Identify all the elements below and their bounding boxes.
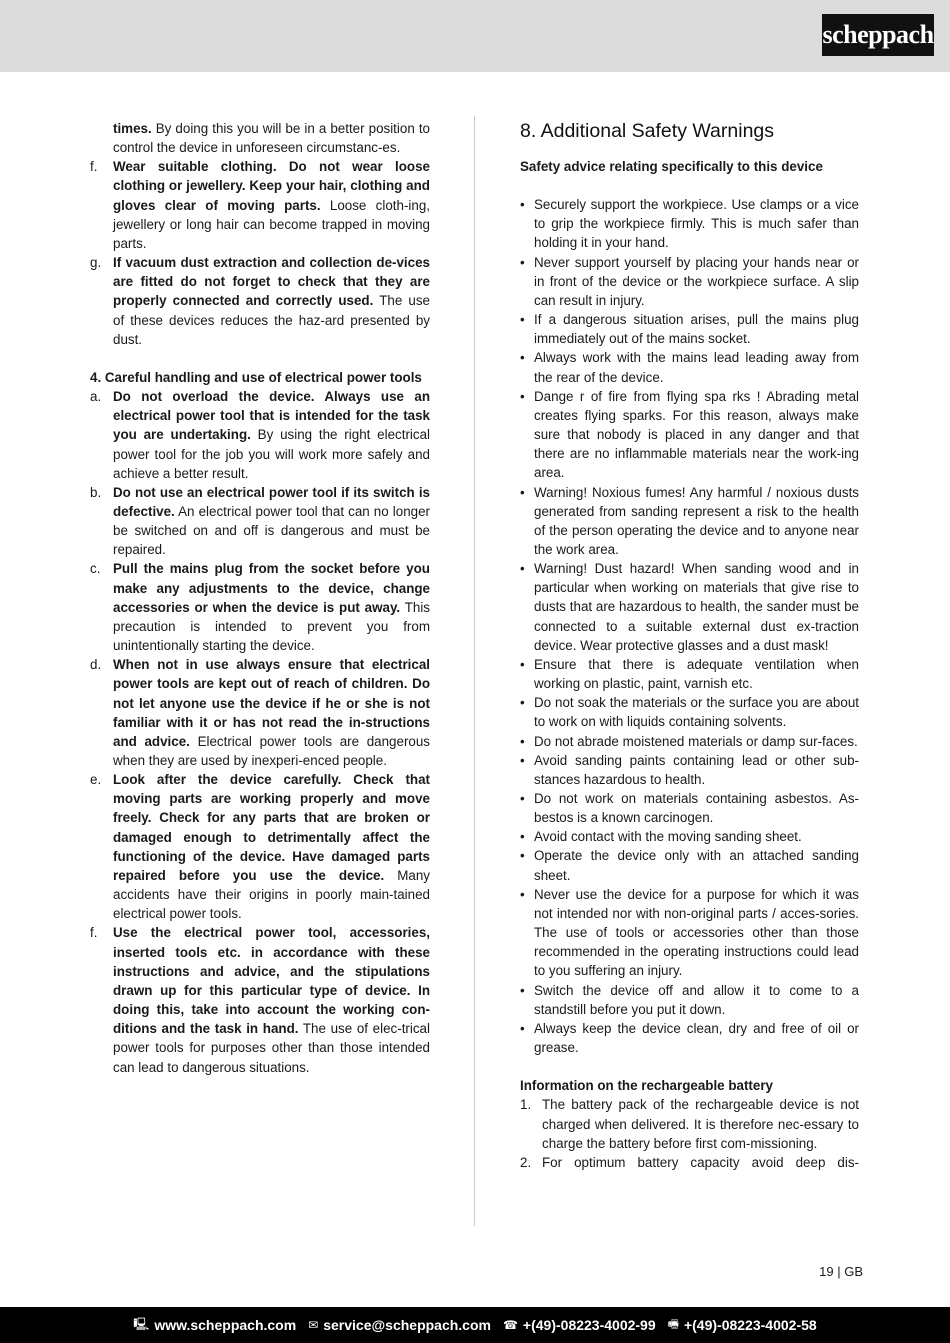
bullet-icon: • xyxy=(520,484,525,500)
mail-icon: ✉ xyxy=(308,1318,319,1332)
item-label: f. xyxy=(90,159,98,175)
computer-icon: 🖳 xyxy=(133,1316,150,1331)
item-text: The use of elec-trical power tools for purposes other than those intended can lead to dangerous situations. xyxy=(113,1021,430,1075)
bullet-icon: • xyxy=(520,350,525,366)
item-text: The use of these devices reduces the haz-ard presented by dust. xyxy=(113,293,430,347)
bullet-item xyxy=(520,310,859,348)
item-text: An electrical power tool that can no longer be switched on and off is dangerous and must be repaired. xyxy=(113,503,430,558)
bullet-icon: • xyxy=(520,656,525,672)
bullet-text: Avoid contact with the moving sanding sheet. xyxy=(534,829,802,845)
bullet-icon: • xyxy=(520,695,525,711)
item-text: The battery pack of the rechargeable device is not charged when delivered. It is therefore nec-essary to charge the battery before first com-missioning. xyxy=(542,1097,859,1151)
bullet-icon: • xyxy=(520,982,525,998)
section-8-heading: 8. Additional Safety Warnings xyxy=(520,120,775,142)
bullet-text: Warning! Noxious fumes! Any harmful / noxious dusts generated from sanding represent a risk to the health of the person operating the device and to anyone near the work area. xyxy=(534,484,859,557)
bullet-icon: • xyxy=(520,1020,525,1036)
battery-heading: Information on the rechargeable battery xyxy=(520,1078,773,1094)
bullet-text: Never support yourself by placing your hands near or in front of the device or the workpiece surface. A slip can result in injury. xyxy=(534,254,859,308)
footer-website[interactable] xyxy=(133,1315,296,1336)
column-divider xyxy=(474,116,475,1226)
item-bold: Do not overload the device. Always use an electrical power tool that is intended for the task you are undertaking. xyxy=(113,389,430,443)
item-bold: Pull the mains plug from the socket before you make any adjustments to the device, change accessories or when the device is put away. xyxy=(113,561,430,615)
numbered-item xyxy=(520,1153,859,1172)
bullet-item xyxy=(520,693,859,731)
bullet-text: Do not work on materials containing asbestos. As-bestos is a known carcinogen. xyxy=(534,791,859,826)
bullet-icon: • xyxy=(520,197,525,213)
page-number: 19 | GB xyxy=(819,1264,863,1279)
bullet-item xyxy=(520,253,859,310)
scheppach-logo: scheppach xyxy=(822,14,934,56)
bullet-text: Do not soak the materials or the surface you are about to work on with liquids containing solvents. xyxy=(534,695,859,730)
bullet-icon: • xyxy=(520,791,525,806)
intro-bold: times. xyxy=(113,121,152,136)
item-text: By using the right electrical power tool for the job you will work more safely and achieve a better result. xyxy=(113,427,430,481)
item-bold: Look after the device carefully. Check that moving parts are working properly and move freely. Check for any parts that are broken or damaged enough to detrimentally affect the functioning of the device. Have damaged parts repaired before you use the device. xyxy=(113,772,430,883)
item-bold: Do not use an electrical power tool if its switch is defective. xyxy=(113,484,430,519)
bullet-item xyxy=(520,885,859,981)
list-item xyxy=(90,923,430,1076)
bullet-text: Do not abrade moistened materials or damp sur-faces. xyxy=(534,733,858,749)
phone-number: +(49)-08223-4002-99 xyxy=(522,1317,656,1333)
footer-email[interactable] xyxy=(308,1317,491,1333)
list-item xyxy=(90,253,430,349)
list-item xyxy=(90,655,430,770)
item-label: g. xyxy=(90,255,102,271)
intro-text: By doing this you will be in a better position to control the device in unforeseen circumstanc-es. xyxy=(113,121,430,156)
bullet-item xyxy=(520,789,859,827)
item-text: Many accidents have their origins in poorly main-tained electrical power tools. xyxy=(113,867,430,922)
item-label: c. xyxy=(90,561,101,577)
bullet-icon: • xyxy=(520,848,525,864)
bullet-text: Avoid sanding paints containing lead or other sub-stances hazardous to health. xyxy=(534,752,859,787)
right-column xyxy=(520,119,859,1172)
page-footer xyxy=(0,1307,950,1343)
bullet-item xyxy=(520,846,859,884)
bullet-item xyxy=(520,1019,859,1057)
continued-paragraph xyxy=(90,119,430,157)
list-item xyxy=(90,770,430,923)
email-link[interactable]: service@scheppach.com xyxy=(323,1317,491,1333)
bullet-item xyxy=(520,559,859,655)
footer-fax xyxy=(668,1315,817,1336)
bullet-text: Never use the device for a purpose for which it was not intended nor with non-original parts / acces-sories. The use of tools or accessories other than those recommended in the operating instructions could lead to you suffering an injury. xyxy=(534,886,859,979)
item-label: f. xyxy=(90,925,98,941)
bullet-text: Always work with the mains lead leading away from the rear of the device. xyxy=(534,350,859,385)
bullet-icon: • xyxy=(520,733,525,749)
bullet-item xyxy=(520,387,859,483)
bullet-text: Switch the device off and allow it to come to a standstill before you put it down. xyxy=(534,982,859,1017)
item-text: This precaution is intended to prevent you from unintentionally starting the device. xyxy=(113,599,430,654)
bullet-icon: • xyxy=(520,886,525,902)
section-4-heading: 4. Careful handling and use of electrical power tools xyxy=(90,369,422,385)
bullet-item xyxy=(520,348,859,386)
bullet-item xyxy=(520,827,859,846)
item-bold: Wear suitable clothing. Do not wear loose clothing or jewellery. Keep your hair, clothing and gloves clear of moving parts. xyxy=(113,159,430,213)
bullet-item xyxy=(520,981,859,1019)
fax-number: +(49)-08223-4002-58 xyxy=(683,1317,817,1333)
numbered-item xyxy=(520,1095,859,1152)
item-bold: Use the electrical power tool, accessories, inserted tools etc. in accordance with these instructions and advice, and the stipulations drawn up for this particular type of device. In doing this, take into account the working con-ditions and the task in hand. xyxy=(113,925,430,1037)
list-item xyxy=(90,483,430,560)
bullet-text: Operate the device only with an attached sanding sheet. xyxy=(534,848,859,883)
item-label: d. xyxy=(90,657,102,673)
item-label: e. xyxy=(90,772,102,788)
item-text: Electrical power tools are dangerous when they are used by inexperi-enced people. xyxy=(113,733,431,768)
bullet-icon: • xyxy=(520,388,525,404)
bullet-text: Warning! Dust hazard! When sanding wood and in particular when working on materials that give rise to dusts that are hazardous to health, the sander must be connected to a suitable external dust ex-traction device. Wear protective glasses and a dust mask! xyxy=(534,561,859,653)
item-number: 2. xyxy=(520,1154,532,1170)
bullet-text: Ensure that there is adequate ventilation when working on plastic, paint, varnish etc. xyxy=(534,656,859,692)
item-number: 1. xyxy=(520,1097,532,1113)
list-item xyxy=(90,157,430,253)
bullet-item xyxy=(520,732,859,751)
bullet-icon: • xyxy=(520,752,525,768)
item-label: b. xyxy=(90,484,102,500)
bullet-item xyxy=(520,655,859,693)
bullet-item xyxy=(520,195,859,252)
bullet-text: Securely support the workpiece. Use clamps or a vice to grip the workpiece firmly. This is much safer than holding it in your hand. xyxy=(534,197,859,251)
bullet-item xyxy=(520,483,859,560)
item-bold: When not in use always ensure that electrical power tools are kept out of reach of children. Do not let anyone use the device if he or she is not familiar with it or has not read the in-structions and advice. xyxy=(113,657,430,749)
phone-icon: ☎ xyxy=(502,1318,518,1332)
item-text: Loose cloth-ing, jewellery or long hair can become trapped in moving parts. xyxy=(113,197,430,251)
bullet-item xyxy=(520,751,859,789)
page-header xyxy=(0,0,950,72)
website-link[interactable]: www.scheppach.com xyxy=(154,1317,297,1333)
item-bold: If vacuum dust extraction and collection de-vices are fitted do not forget to check that they are properly connected and correctly used. xyxy=(113,255,430,309)
list-item xyxy=(90,387,430,483)
list-item xyxy=(90,559,430,655)
safety-subheading: Safety advice relating specifically to this device xyxy=(520,159,823,174)
bullet-text: Dange r of fire from flying spa rks ! Abrading metal creates flying sparks. For this reason, always make sure that nobody is placed in any danger and that there are no inflammable materials near the work-ing area. xyxy=(534,388,859,481)
item-label: a. xyxy=(90,389,102,405)
bullet-icon: • xyxy=(520,561,525,577)
footer-phone xyxy=(503,1317,656,1333)
fax-icon: 🖷 xyxy=(667,1316,679,1331)
bullet-icon: • xyxy=(520,829,525,845)
bullet-icon: • xyxy=(520,312,525,328)
bullet-text: Always keep the device clean, dry and free of oil or grease. xyxy=(534,1020,859,1056)
bullet-text: If a dangerous situation arises, pull the mains plug immediately out of the mains socket. xyxy=(534,312,859,347)
left-column xyxy=(90,119,430,1077)
bullet-icon: • xyxy=(520,254,525,270)
item-text: For optimum battery capacity avoid deep dis- xyxy=(542,1154,859,1170)
